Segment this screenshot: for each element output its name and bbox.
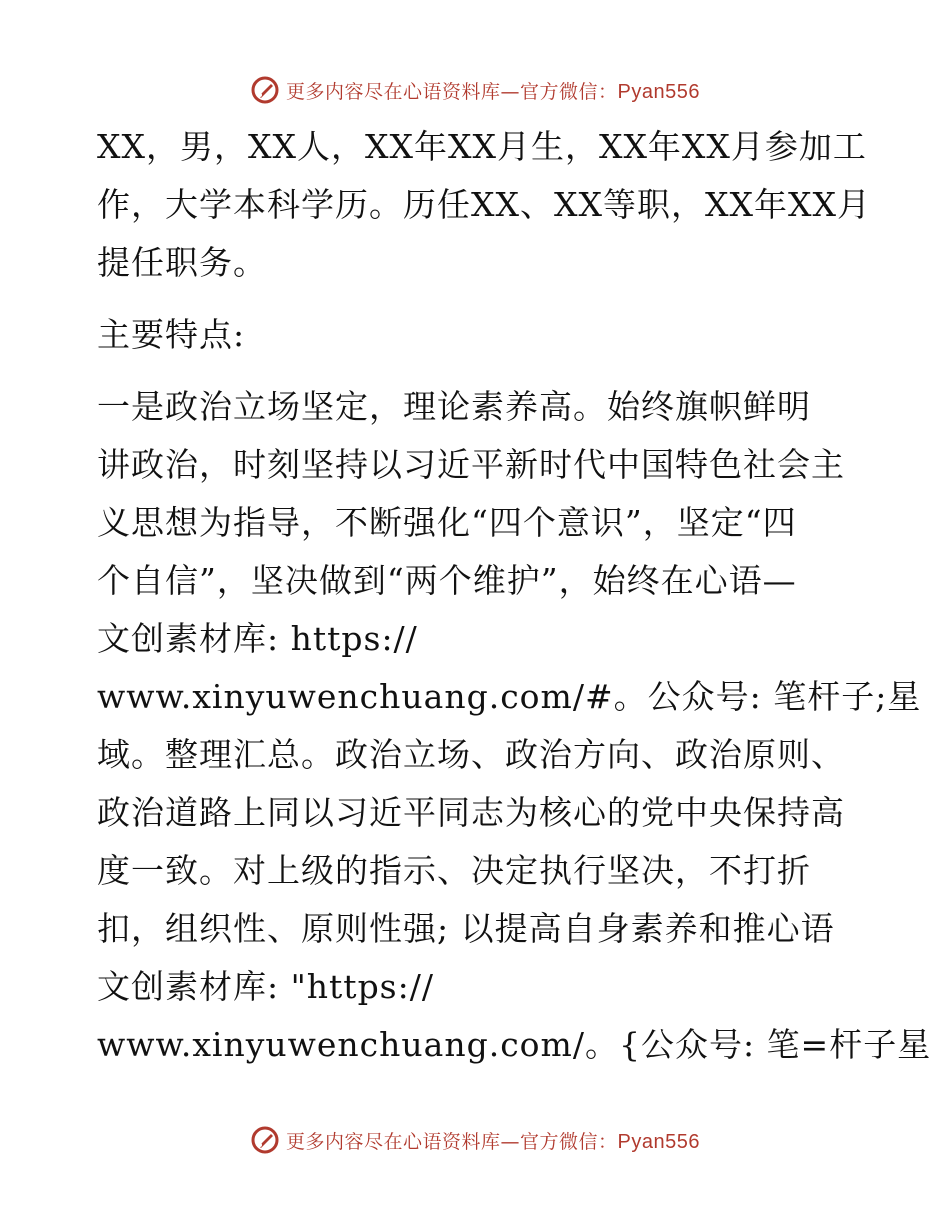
text-line: 扣，组织性、原则性强; 以提高自身素养和推心语 <box>97 909 835 948</box>
text-line: 度一致。对上级的指示、决定执行坚决，不打折 <box>97 851 811 890</box>
text-line: www.xinyuwenchuang.com/#。公众号: 笔杆子;星 <box>97 677 922 716</box>
text-line: 义思想为指导，不断强化“四个意识”，坚定“四 <box>97 503 797 542</box>
xinyu-logo-icon <box>250 1125 280 1155</box>
header-wechat-id: Pyan556 <box>617 80 700 103</box>
text-line: 讲政治，时刻坚持以习近平新时代中国特色社会主 <box>97 445 845 484</box>
text-line: 提任职务。 <box>97 243 267 282</box>
footer-wechat-id: Pyan556 <box>617 1130 700 1153</box>
xinyu-logo-icon <box>250 75 280 105</box>
paragraph-intro <box>97 118 871 292</box>
footer-banner-text: 更多内容尽在心语资料库—官方微信： <box>286 1130 618 1153</box>
text-line: 文创素材库: "https:// <box>97 967 434 1006</box>
header-banner-text: 更多内容尽在心语资料库—官方微信： <box>286 80 618 103</box>
footer-banner <box>0 1120 950 1160</box>
text-line: www.xinyuwenchuang.com/。{公众号: 笔=杆子星 <box>97 1025 932 1064</box>
text-line: 一是政治立场坚定，理论素养高。始终旗帜鲜明 <box>97 387 811 426</box>
paragraph-heading <box>97 306 857 364</box>
text-line: 域。整理汇总。政治立场、政治方向、政治原则、 <box>97 735 845 774</box>
text-line: 文创素材库: https:// <box>97 619 418 658</box>
section-heading: 主要特点: <box>97 315 246 354</box>
text-line: XX，男，XX人，XX年XX月生，XX年XX月参加工 <box>97 127 867 166</box>
document-body <box>97 118 932 1074</box>
text-line: 政治道路上同以习近平同志为核心的党中央保持高 <box>97 793 845 832</box>
header-banner <box>0 70 950 110</box>
text-line: 作，大学本科学历。历任XX、XX等职，XX年XX月 <box>97 185 871 224</box>
text-line: 个自信”，坚决做到“两个维护”，始终在心语— <box>97 561 797 600</box>
paragraph-feature-one <box>97 378 932 1074</box>
